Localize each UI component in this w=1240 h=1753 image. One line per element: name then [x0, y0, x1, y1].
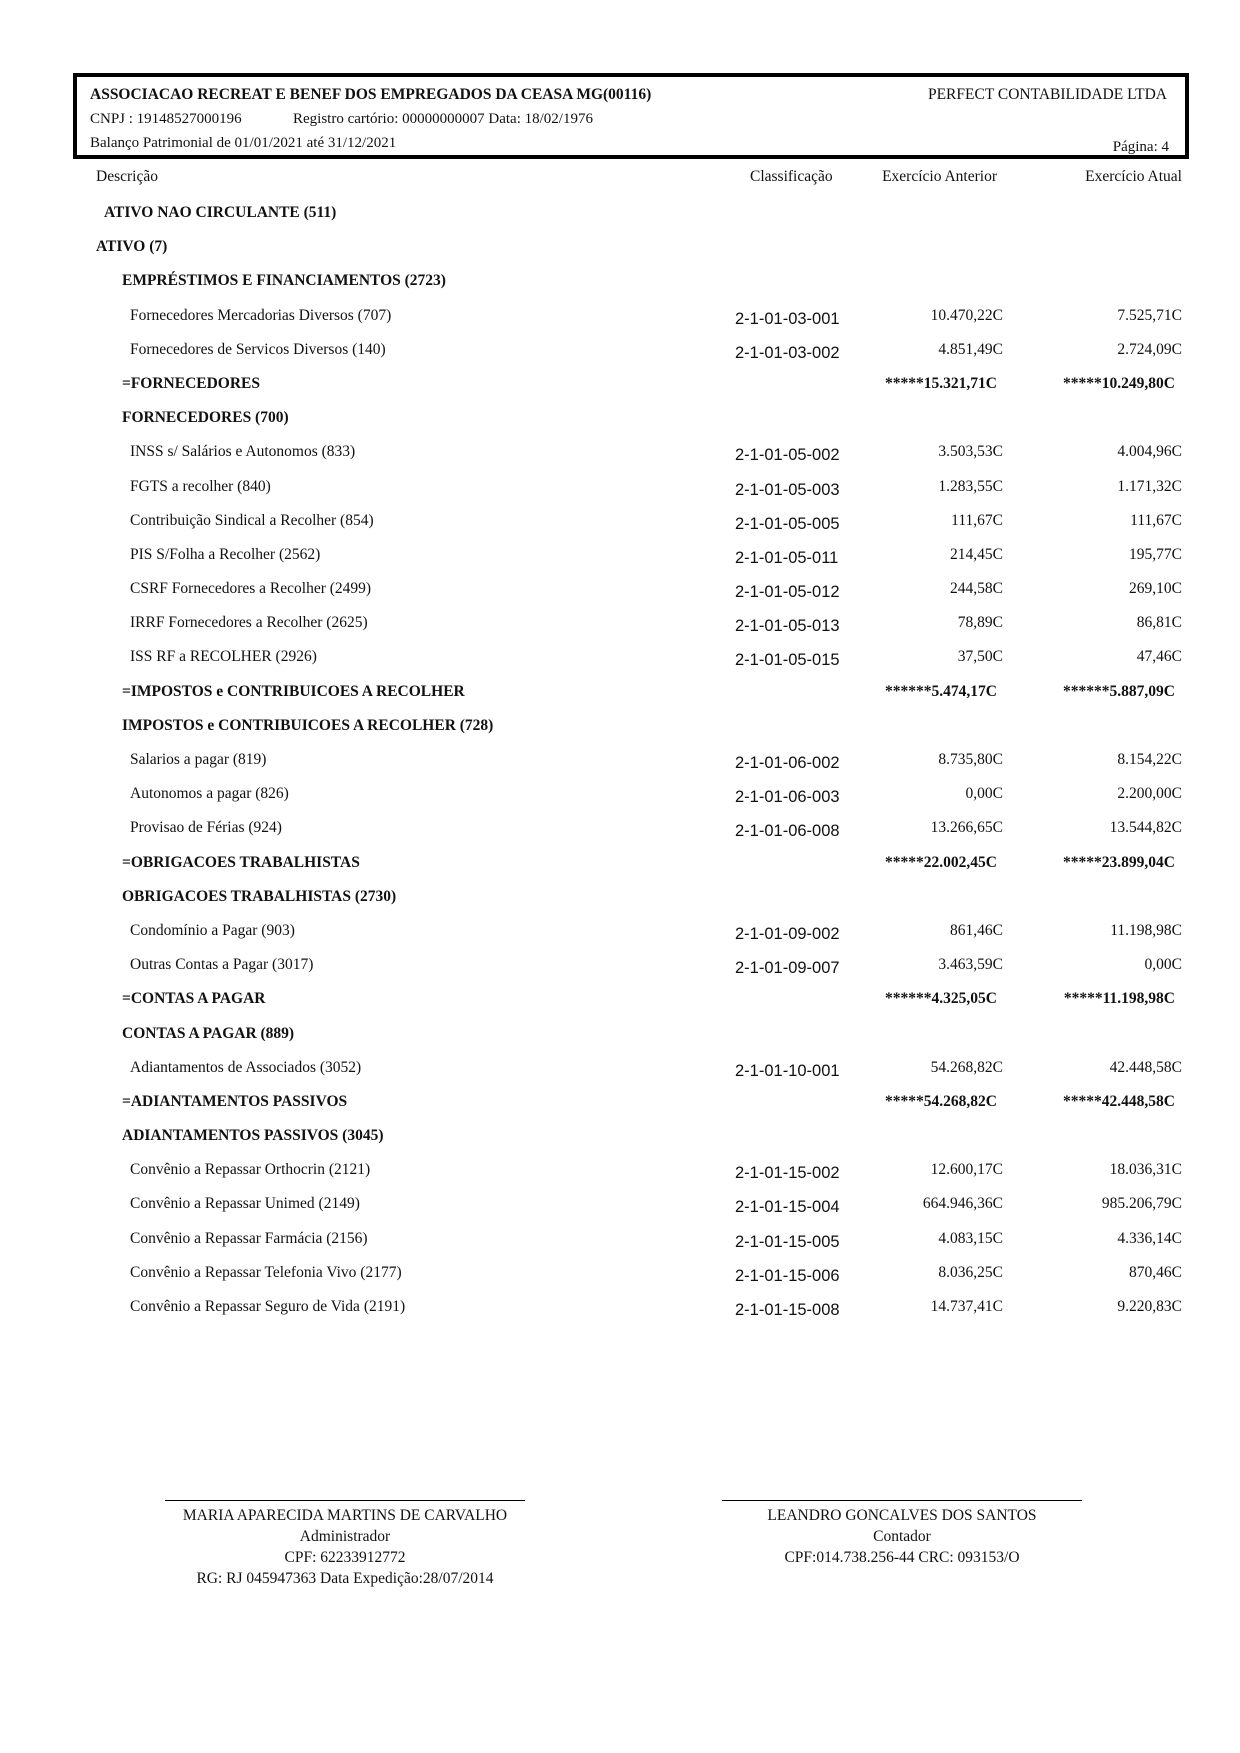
account-description: =IMPOSTOS e CONTRIBUICOES A RECOLHER — [122, 682, 465, 700]
account-description: Convênio a Repassar Farmácia (2156) — [130, 1229, 368, 1247]
current-year-value: 86,81C — [1136, 614, 1182, 632]
signer-role: Administrador — [299, 1528, 391, 1545]
account-classification: 2-1-01-10-001 — [735, 1061, 840, 1080]
current-year-value: *****10.249,80C — [1063, 374, 1175, 392]
account-row — [0, 1189, 1240, 1223]
account-description: Convênio a Repassar Seguro de Vida (2191) — [130, 1298, 406, 1315]
account-description: ADIANTAMENTOS PASSIVOS (3045) — [122, 1127, 384, 1145]
account-description: Contribuição Sindical a Recolher (854) — [130, 511, 374, 529]
previous-year-value: 78,89C — [957, 614, 1003, 632]
account-row — [0, 916, 1240, 950]
current-year-value: 111,67C — [1130, 511, 1182, 529]
group-heading-row — [0, 1019, 1240, 1053]
report-header — [73, 73, 1189, 159]
account-classification: 2-1-01-05-002 — [735, 446, 840, 465]
account-description: INSS s/ Salários e Autonomos (833) — [130, 443, 356, 461]
account-description: ATIVO NAO CIRCULANTE (511) — [104, 204, 337, 221]
account-description: ATIVO (7) — [96, 238, 168, 256]
signature-administrator — [165, 1500, 525, 1589]
previous-year-value: *****22.002,45C — [885, 853, 997, 871]
account-description: Provisao de Férias (924) — [130, 819, 282, 837]
account-description: FGTS a recolher (840) — [130, 477, 271, 495]
previous-year-value: ******5.474,17C — [885, 682, 997, 700]
account-description: Autonomos a pagar (826) — [130, 785, 289, 803]
accounting-firm: PERFECT CONTABILIDADE LTDA — [927, 86, 1167, 103]
subtotal-row — [0, 369, 1240, 403]
signer-name: MARIA APARECIDA MARTINS DE CARVALHO — [182, 1507, 508, 1524]
account-row — [0, 1155, 1240, 1189]
account-row — [0, 1292, 1240, 1326]
group-heading-row — [0, 711, 1240, 745]
previous-year-value: 14.737,41C — [930, 1298, 1003, 1315]
previous-year-value: *****15.321,71C — [885, 374, 997, 392]
account-classification: 2-1-01-06-002 — [735, 754, 840, 772]
signer-rg: RG: RJ 045947363 Data Expedição:28/07/2014 — [196, 1570, 494, 1587]
account-classification: 2-1-01-05-013 — [735, 617, 840, 636]
previous-year-value: *****54.268,82C — [885, 1092, 997, 1110]
previous-year-value: 54.268,82C — [930, 1058, 1003, 1076]
account-description: EMPRÉSTIMOS E FINANCIAMENTOS (2723) — [122, 272, 446, 290]
account-description: CSRF Fornecedores a Recolher (2499) — [130, 580, 372, 598]
account-description: Fornecedores de Servicos Diversos (140) — [130, 340, 386, 358]
previous-year-value: 1.283,55C — [938, 477, 1003, 495]
account-description: CONTAS A PAGAR (889) — [122, 1024, 295, 1042]
account-classification: 2-1-01-03-001 — [735, 309, 840, 328]
account-row — [0, 437, 1240, 471]
account-classification: 2-1-01-09-002 — [735, 924, 840, 943]
previous-year-value: 214,45C — [950, 545, 1003, 563]
account-description: Condomínio a Pagar (903) — [130, 921, 295, 939]
current-year-value: 269,10C — [1129, 580, 1182, 598]
account-classification: 2-1-01-03-002 — [735, 343, 840, 362]
previous-year-value: 10.470,22C — [930, 306, 1003, 324]
account-classification: 2-1-01-09-007 — [735, 959, 840, 978]
signature-accountant — [722, 1500, 1082, 1568]
previous-year-value: 111,67C — [951, 511, 1003, 529]
previous-year-value: 8.036,25C — [938, 1263, 1003, 1281]
signer-cpf: CPF: 62233912772 — [284, 1549, 406, 1566]
account-row — [0, 745, 1240, 779]
group-heading-row — [0, 232, 1240, 266]
current-year-value: 9.220,83C — [1117, 1298, 1182, 1315]
account-description: Convênio a Repassar Orthocrin (2121) — [130, 1161, 371, 1179]
previous-year-value: 664.946,36C — [922, 1195, 1003, 1213]
account-description: IMPOSTOS e CONTRIBUICOES A RECOLHER (728) — [122, 716, 494, 734]
current-year-value: 1.171,32C — [1117, 477, 1182, 495]
registry-info: Registro cartório: 00000000007 Data: 18/02/1976 — [293, 111, 593, 127]
report-period: Balanço Patrimonial de 01/01/2021 até 31/12/2021 — [90, 135, 397, 151]
group-heading-row — [0, 266, 1240, 300]
signer-cpf-crc: CPF:014.738.256-44 CRC: 093153/O — [784, 1549, 1020, 1566]
account-description: IRRF Fornecedores a Recolher (2625) — [130, 614, 368, 632]
company-name: ASSOCIACAO RECREAT E BENEF DOS EMPREGADOS DA CEASA MG(00116) — [90, 86, 652, 103]
signature-line — [165, 1500, 525, 1501]
current-year-value: 870,46C — [1129, 1263, 1182, 1281]
account-classification: 2-1-01-15-002 — [735, 1164, 840, 1183]
current-year-value: 2.724,09C — [1117, 340, 1182, 358]
account-description: OBRIGACOES TRABALHISTAS (2730) — [122, 887, 397, 905]
previous-year-value: 8.735,80C — [938, 751, 1003, 768]
account-classification: 2-1-01-15-005 — [735, 1232, 840, 1251]
account-description: Salarios a pagar (819) — [130, 751, 267, 768]
account-description: Outras Contas a Pagar (3017) — [130, 956, 314, 974]
current-year-value: *****42.448,58C — [1063, 1092, 1175, 1110]
group-heading-row — [0, 403, 1240, 437]
previous-year-value: 861,46C — [950, 921, 1003, 939]
account-classification: 2-1-01-15-008 — [735, 1301, 840, 1319]
column-header-classification: Classificação — [750, 168, 833, 185]
previous-year-value: 244,58C — [950, 580, 1003, 598]
account-row — [0, 1258, 1240, 1292]
signature-line — [722, 1500, 1082, 1501]
account-classification: 2-1-01-06-003 — [735, 788, 840, 807]
account-row — [0, 608, 1240, 642]
current-year-value: 18.036,31C — [1109, 1161, 1182, 1179]
account-classification: 2-1-01-06-008 — [735, 822, 840, 841]
account-row — [0, 813, 1240, 847]
signer-role: Contador — [873, 1528, 931, 1545]
current-year-value: 4.004,96C — [1117, 443, 1182, 461]
current-year-value: 985.206,79C — [1101, 1195, 1182, 1213]
previous-year-value: 37,50C — [957, 648, 1003, 666]
account-row — [0, 472, 1240, 506]
account-row — [0, 574, 1240, 608]
current-year-value: 195,77C — [1129, 545, 1182, 563]
current-year-value: *****23.899,04C — [1063, 853, 1175, 871]
account-row — [0, 335, 1240, 369]
column-header-description: Descrição — [96, 168, 158, 185]
current-year-value: 13.544,82C — [1109, 819, 1182, 837]
account-description: Convênio a Repassar Telefonia Vivo (2177) — [130, 1263, 402, 1281]
account-classification: 2-1-01-15-006 — [735, 1266, 840, 1285]
account-description: ISS RF a RECOLHER (2926) — [130, 648, 317, 666]
company-cnpj: CNPJ : 19148527000196 — [90, 111, 242, 127]
current-year-value: 7.525,71C — [1117, 306, 1182, 324]
account-classification: 2-1-01-05-011 — [735, 548, 839, 567]
account-description: FORNECEDORES (700) — [122, 409, 289, 427]
subtotal-row — [0, 1087, 1240, 1121]
account-row — [0, 301, 1240, 335]
account-classification: 2-1-01-05-003 — [735, 480, 840, 499]
current-year-value: 4.336,14C — [1117, 1229, 1182, 1247]
previous-year-value: 3.503,53C — [938, 443, 1003, 461]
account-description: PIS S/Folha a Recolher (2562) — [130, 545, 321, 563]
account-row — [0, 506, 1240, 540]
previous-year-value: 12.600,17C — [930, 1161, 1003, 1179]
account-classification: 2-1-01-15-004 — [735, 1198, 840, 1217]
account-classification: 2-1-01-05-012 — [735, 583, 840, 602]
previous-year-value: 4.851,49C — [938, 340, 1003, 358]
account-description: =FORNECEDORES — [122, 374, 261, 392]
current-year-value: 0,00C — [1144, 956, 1182, 974]
previous-year-value: 3.463,59C — [938, 956, 1003, 974]
group-heading-row — [0, 198, 1240, 232]
subtotal-row — [0, 677, 1240, 711]
column-header-current-year: Exercício Atual — [1085, 168, 1182, 185]
current-year-value: 42.448,58C — [1109, 1058, 1182, 1076]
group-heading-row — [0, 882, 1240, 916]
previous-year-value: ******4.325,05C — [885, 990, 997, 1008]
current-year-value: 8.154,22C — [1117, 751, 1182, 768]
account-description: Convênio a Repassar Unimed (2149) — [130, 1195, 360, 1213]
subtotal-row — [0, 984, 1240, 1018]
account-description: =OBRIGACOES TRABALHISTAS — [122, 853, 360, 871]
account-classification: 2-1-01-05-015 — [735, 651, 840, 670]
subtotal-row — [0, 848, 1240, 882]
current-year-value: 2.200,00C — [1117, 785, 1182, 803]
account-row — [0, 1224, 1240, 1258]
account-row — [0, 642, 1240, 676]
account-row — [0, 1053, 1240, 1087]
current-year-value: *****11.198,98C — [1063, 990, 1175, 1008]
column-header-previous-year: Exercício Anterior — [882, 168, 997, 185]
account-description: =ADIANTAMENTOS PASSIVOS — [122, 1092, 348, 1110]
account-description: Adiantamentos de Associados (3052) — [130, 1058, 362, 1076]
group-heading-row — [0, 1121, 1240, 1155]
balance-sheet-table — [0, 198, 1240, 1326]
account-row — [0, 950, 1240, 984]
previous-year-value: 4.083,15C — [938, 1229, 1003, 1247]
current-year-value: ******5.887,09C — [1063, 682, 1175, 700]
current-year-value: 11.198,98C — [1110, 921, 1182, 939]
current-year-value: 47,46C — [1136, 648, 1182, 666]
account-description: =CONTAS A PAGAR — [122, 990, 266, 1008]
account-description: Fornecedores Mercadorias Diversos (707) — [130, 306, 392, 324]
previous-year-value: 13.266,65C — [930, 819, 1003, 837]
account-classification: 2-1-01-05-005 — [735, 514, 840, 533]
account-row — [0, 779, 1240, 813]
account-row — [0, 540, 1240, 574]
page-number: Página: 4 — [1112, 139, 1169, 155]
signer-name: LEANDRO GONCALVES DOS SANTOS — [767, 1507, 1037, 1524]
previous-year-value: 0,00C — [965, 785, 1003, 803]
